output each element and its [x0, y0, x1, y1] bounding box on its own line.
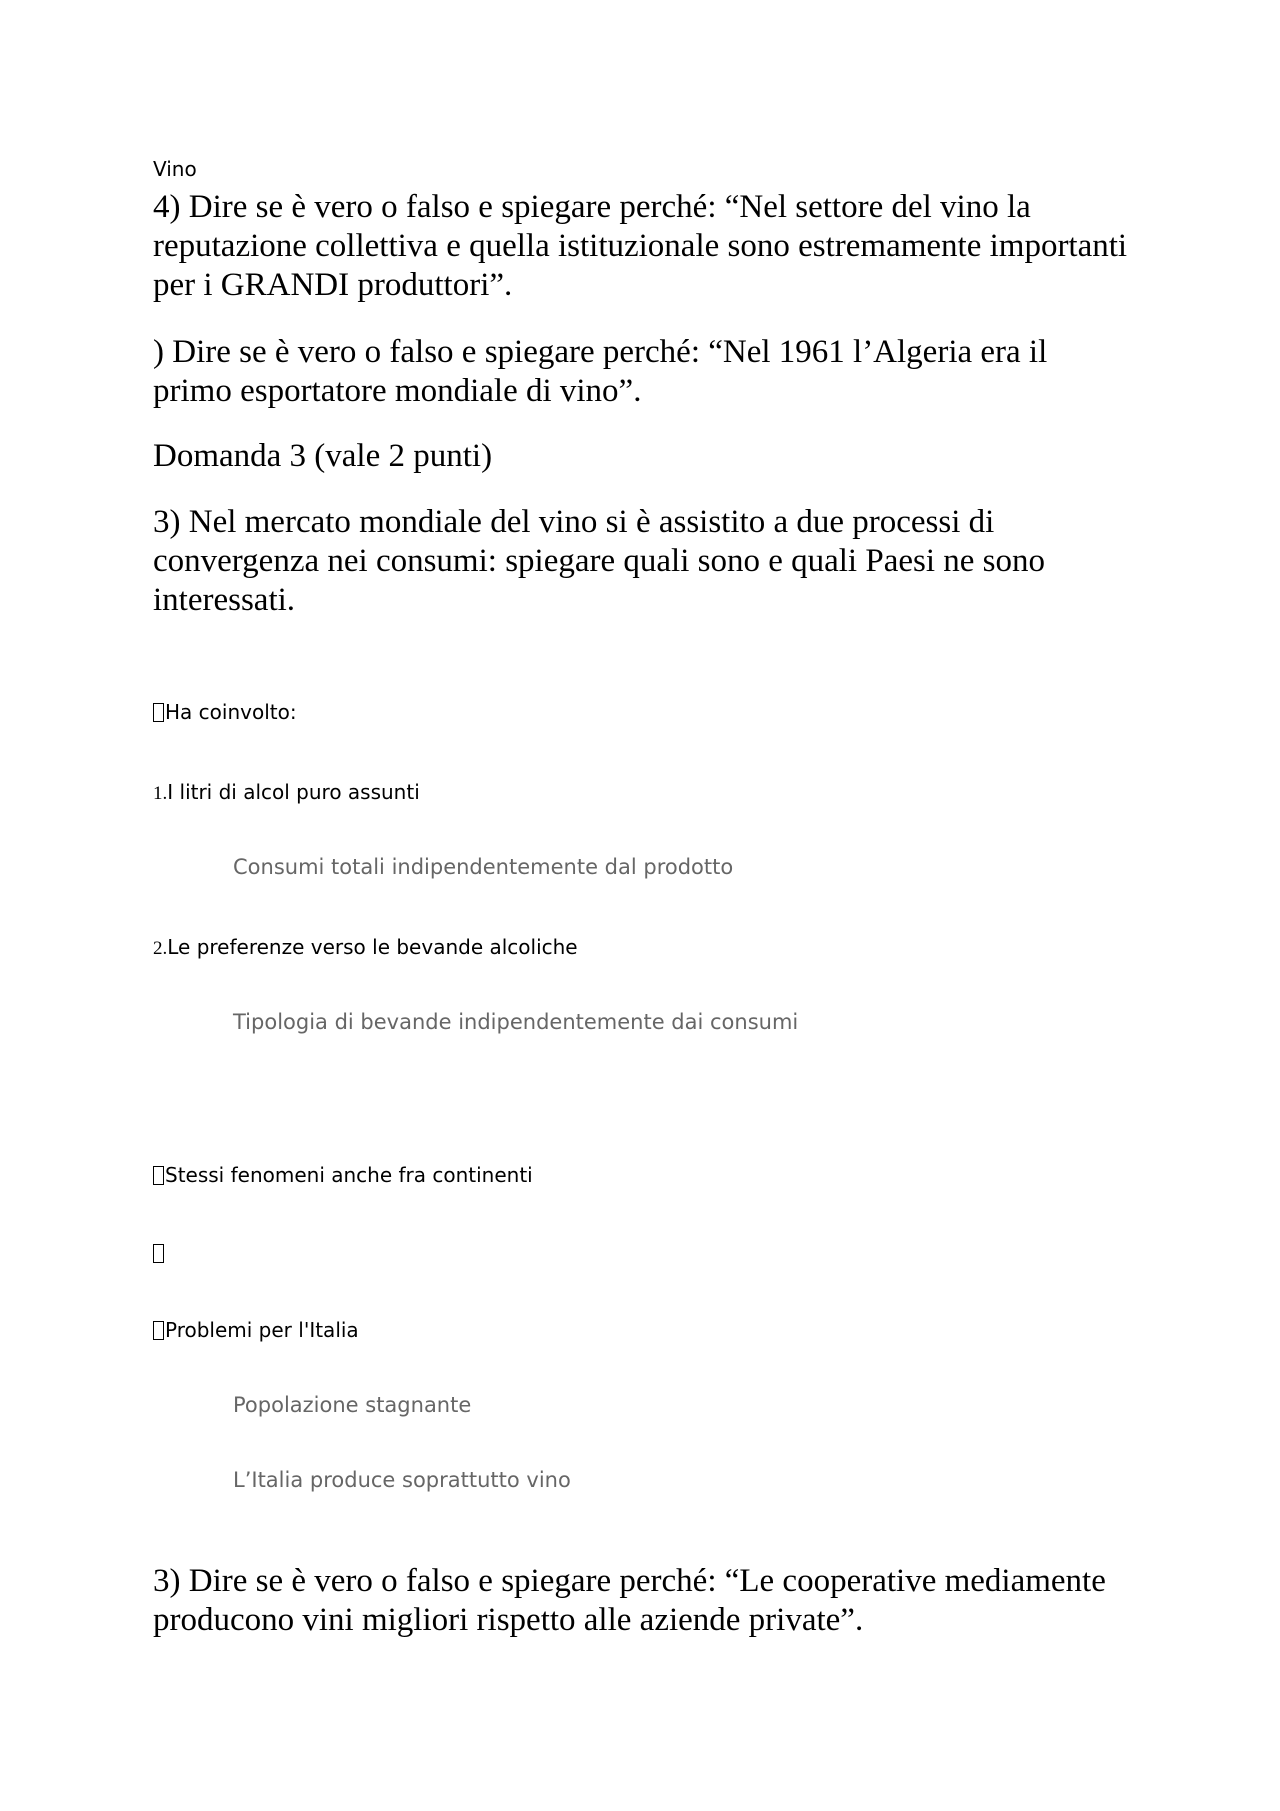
list-item-1-subnote: Consumi totali indipendentemente dal prodotto	[233, 855, 734, 879]
list-item-2-text: Le preferenze verso le bevande alcoliche	[167, 935, 578, 959]
question-4-reputation: 4) Dire se è vero o falso e spiegare perché: “Nel settore del vino la reputazione collettiva e quella istituzionale sono estremamente importanti per i GRANDI produttori”.	[153, 189, 1128, 303]
note-problemi-italia	[153, 1318, 359, 1342]
note-ha-coinvolto	[153, 700, 297, 724]
note-ha-coinvolto-text: Ha coinvolto:	[165, 700, 297, 724]
list-item-1-number: 1.	[153, 783, 168, 804]
problemi-subnote-2: L’Italia produce soprattutto vino	[233, 1468, 571, 1492]
missing-glyph-box-icon	[153, 1244, 164, 1263]
list-item-2	[153, 935, 578, 960]
missing-glyph-box-icon	[153, 1166, 164, 1185]
domanda-3-heading: Domanda 3 (vale 2 punti)	[153, 438, 493, 474]
list-item-2-subnote: Tipologia di bevande indipendentemente dai consumi	[233, 1010, 799, 1034]
problemi-subnote-1: Popolazione stagnante	[233, 1393, 472, 1417]
missing-glyph-box-icon	[153, 1321, 164, 1340]
list-item-1	[153, 780, 420, 805]
empty-bullet	[153, 1241, 165, 1265]
question-3-cooperative: 3) Dire se è vero o falso e spiegare perché: “Le cooperative mediamente producono vini migliori rispetto alle aziende private”.	[153, 1563, 1106, 1638]
note-problemi-italia-text: Problemi per l'Italia	[165, 1318, 359, 1342]
note-stessi-fenomeni	[153, 1163, 533, 1187]
question-3-convergence: 3) Nel mercato mondiale del vino si è assistito a due processi di convergenza nei consumi: spiegare quali sono e quali Paesi ne sono interessati.	[153, 504, 1045, 618]
question-algeria: ) Dire se è vero o falso e spiegare perché: “Nel 1961 l’Algeria era il primo esportatore mondiale di vino”.	[153, 334, 1048, 409]
list-item-2-number: 2.	[153, 938, 168, 959]
doc-title: Vino	[153, 157, 197, 181]
list-item-1-text: I litri di alcol puro assunti	[167, 780, 420, 804]
missing-glyph-box-icon	[153, 703, 164, 722]
note-stessi-fenomeni-text: Stessi fenomeni anche fra continenti	[165, 1163, 533, 1187]
